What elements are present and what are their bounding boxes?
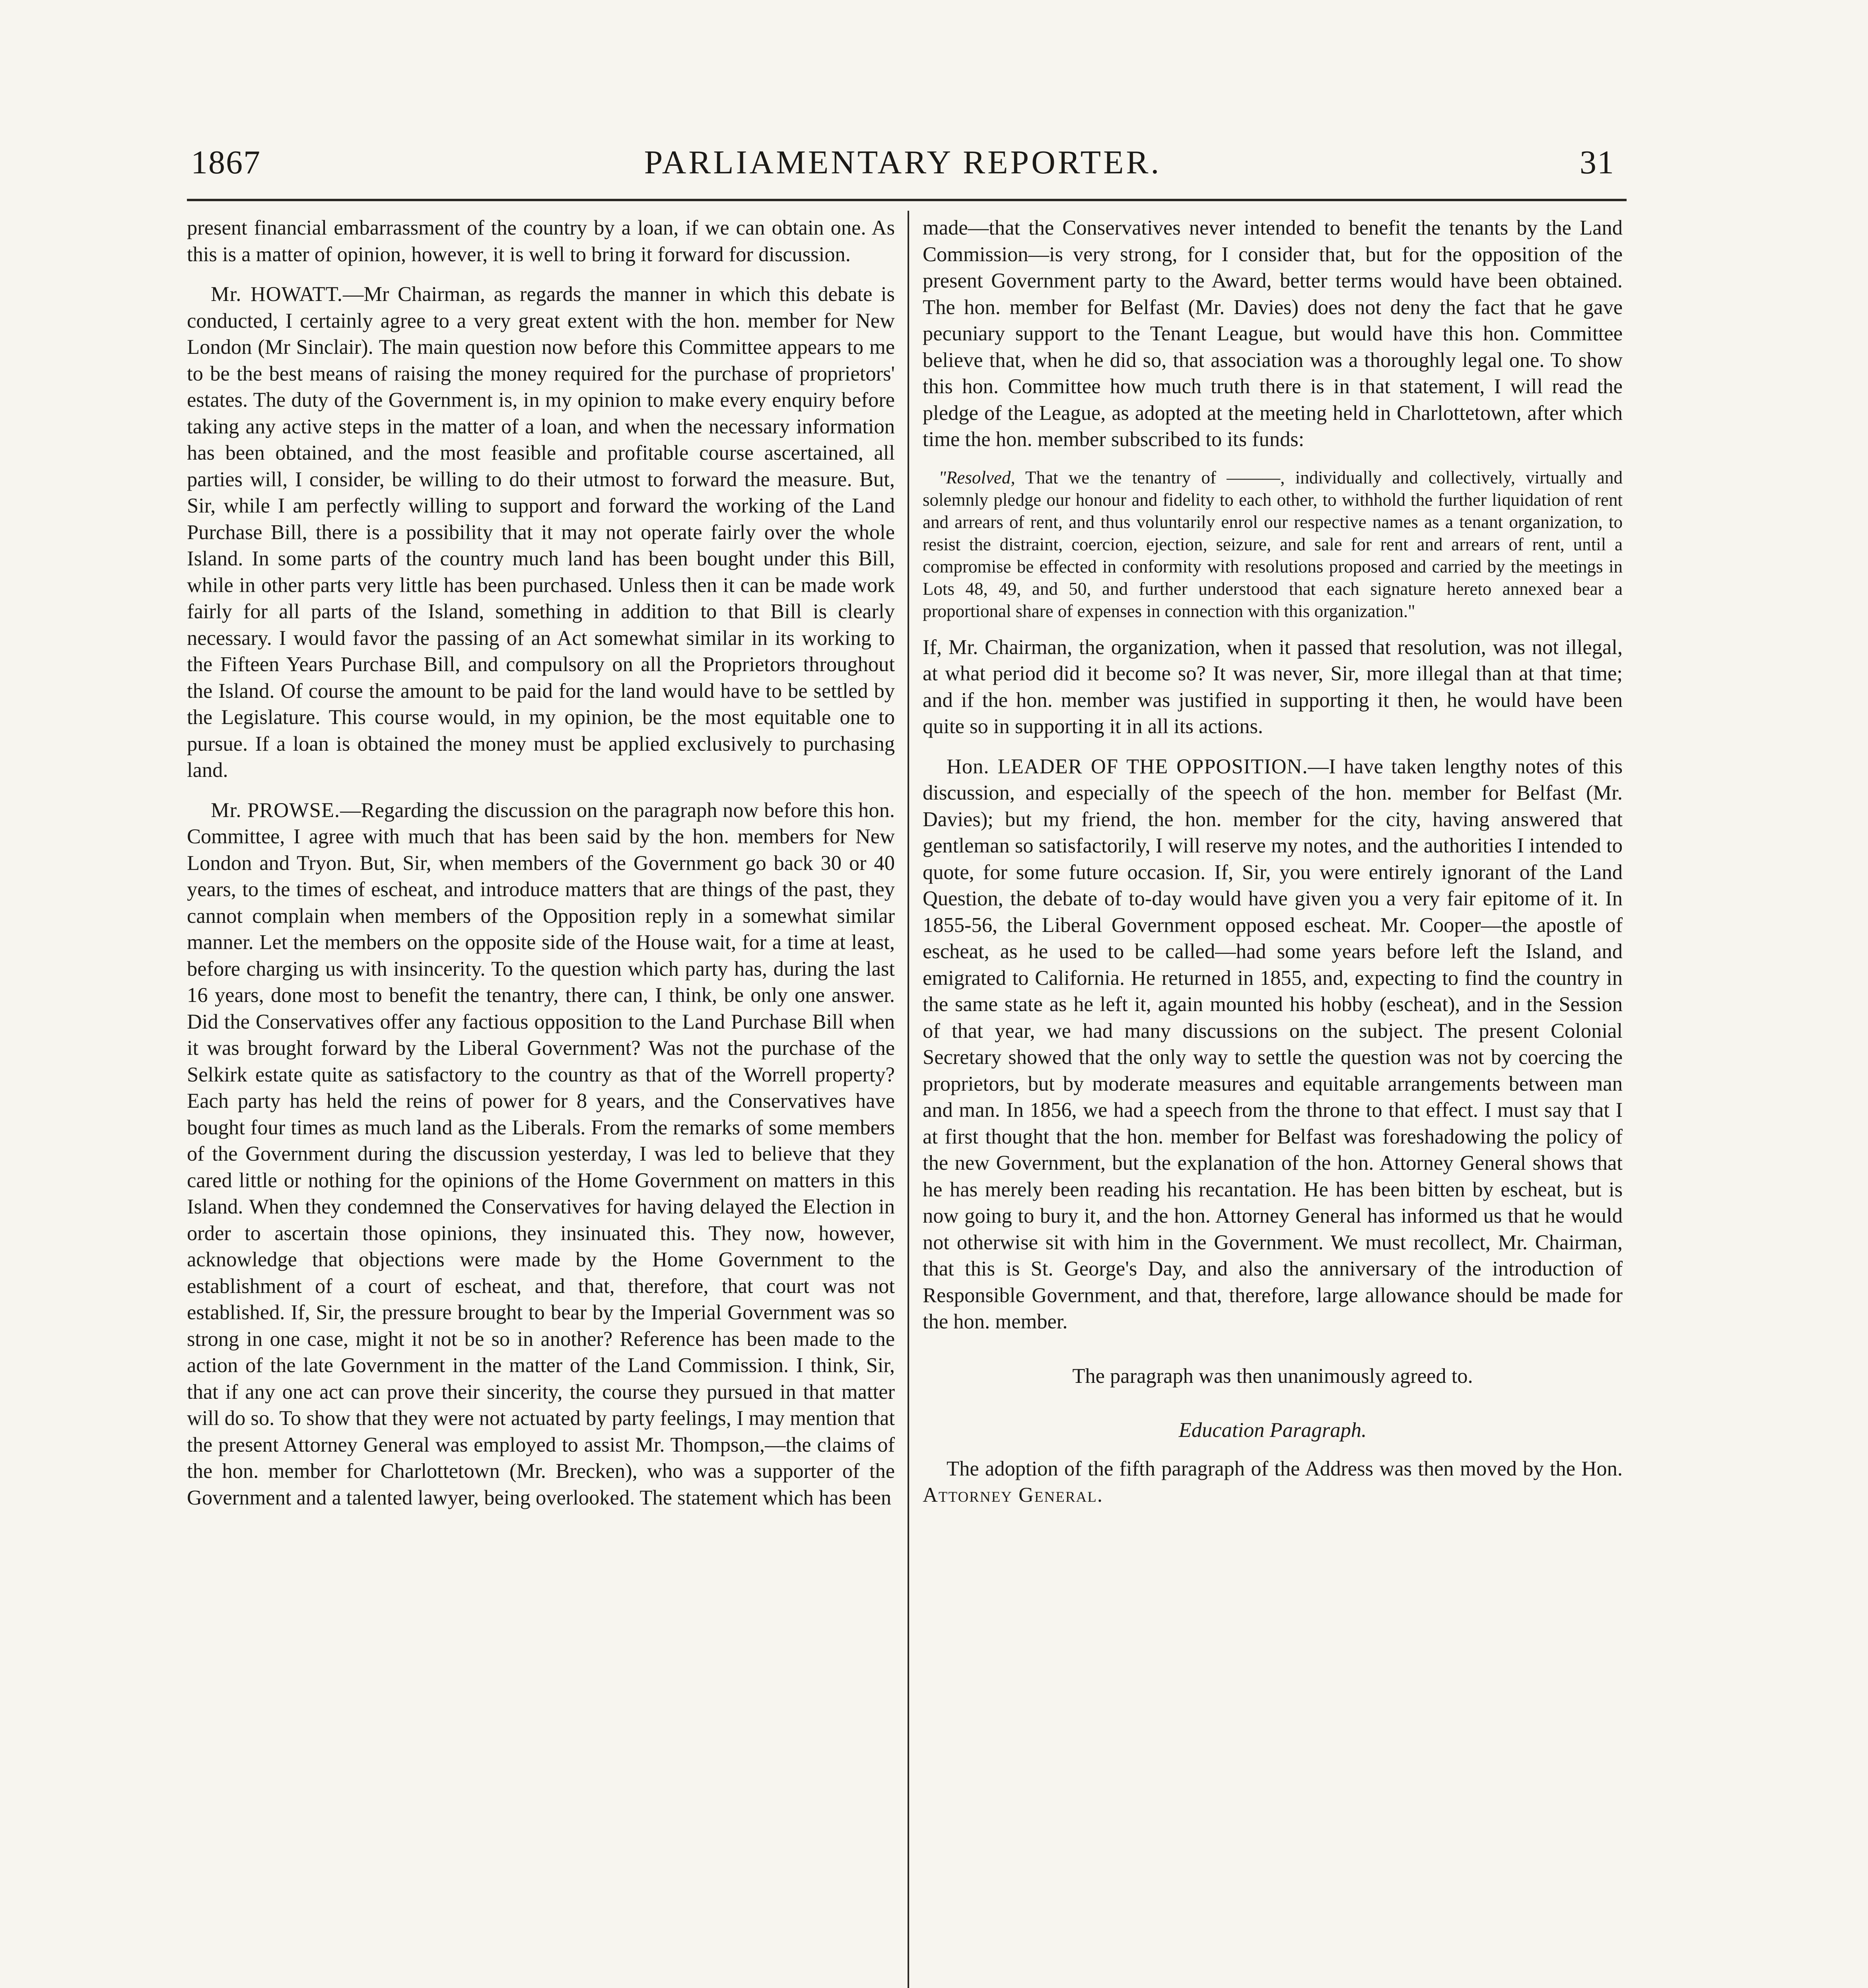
agreed-notice: The paragraph was then unanimously agreed to. xyxy=(1072,1364,1473,1388)
header-page-number: 31 xyxy=(1580,144,1615,181)
right-paragraph-2: If, Mr. Chairman, the organization, when it passed that resolution, was not illegal, at what period did it become so? It was never, Sir, more illegal than at that time; and if the hon. member was justified in supporting it then, he would have been quite so in supporting it in all its actions. xyxy=(923,635,1623,738)
left-paragraph-1: present financial embarrassment of the country by a loan, if we can obtain one. As this is a matter of opinion, however, it is well to bring it forward for discussion. xyxy=(187,216,895,266)
header-rule xyxy=(187,199,1627,201)
header-title: PARLIAMENTARY REPORTER. xyxy=(644,144,1162,181)
left-paragraph-howatt xyxy=(187,281,895,784)
speaker-leader-opposition: Hon. LEADER OF THE OPPOSITION. xyxy=(947,755,1308,778)
leader-speech: —I have taken lengthy notes of this discussion, and especially of the speech of the hon. member for Belfast (Mr. Davies); but my friend, the hon. member for the city, having answered that gentleman so satisfactorily, I will reserve my notes, and the authorities I intended to quote, for some future occasion. If, Sir, you were entirely ignorant of the Land Question, the debate of to-day would have given you a very fair epitome of it. In 1855-56, the Liberal Government opposed escheat. Mr. Cooper—the apostle of escheat, as he used to be called—had some years before left the Island, and emigrated to California. He returned in 1855, and, expecting to find the country in the same state as he left it, again mounted his hobby (escheat), and in the Session of that year, we had many discussions on the subject. The present Colonial Secretary showed that the only way to settle the question was not by coercing the proprietors, but by moderate measures and equitable arrangements between man and man. In 1856, we had a speech from the throne to that effect. I must say that I at first thought that the hon. member for Belfast was foreshadowing the policy of the new Government, but the explanation of the hon. Attorney General shows that he has merely been reading his recantation. He has been bitten by escheat, but is now going to bury it, and the hon. Attorney General has informed us that he would not otherwise sit with him in the Government. We must recollect, Mr. Chairman, that this is St. George's Day, and also the anniversary of the introduction of Responsible Government, and that, therefore, large allowance should be made for the hon. member. xyxy=(923,755,1623,1333)
speaker-howatt: Mr. HOWATT. xyxy=(211,283,343,306)
prowse-speech: —Regarding the discussion on the paragraph now before this hon. Committee, I agree with much that has been said by the hon. members for New London and Tryon. But, Sir, when members of the Government go back 30 or 40 years, to the times of escheat, and introduce matters that are things of the past, they cannot complain when members of the Opposition reply in a somewhat similar manner. Let the members on the opposite side of the House wait, for a time at least, before charging us with insincerity. To the question which party has, during the last 16 years, done most to benefit the tenantry, there can, I think, be only one answer. Did the Conservatives offer any factious opposition to the Land Purchase Bill when it was brought forward by the Liberal Government? Was not the purchase of the Selkirk estate quite as satisfactory to the country as that of the Worrell property? Each party has held the reins of power for 8 years, and the Conservatives have bought four times as much land as the Liberals. From the remarks of some members of the Government during the discussion yesterday, I was led to believe that they cared little or nothing for the opinions of the Home Government on matters in this Island. When they condemned the Conservatives for having delayed the Election in order to ascertain those opinions, they insinuated this. They now, however, acknowledge that objections were made by the Home Government to the establishment of a court of escheat, and that, therefore, that court was not established. If, Sir, the pressure brought to bear by the Imperial Government was so strong in one case, might it not be so in another? Reference has been made to the action of the late Government in the matter of the Land Commission. I think, Sir, that if any one act can prove their sincerity, the course they pursued in that matter will do so. To show that they were not actuated by party feelings, I may mention that the present Attorney General was employed to assist Mr. Thompson,—the claims of the hon. member for Charlottetown (Mr. Brecken), who was a supporter of the Government and a talented lawyer, being overlooked. The statement which has been xyxy=(187,798,895,1509)
quote-resolved: "Resolved, xyxy=(939,467,1015,487)
left-column xyxy=(187,215,895,1988)
right-column xyxy=(923,215,1623,1988)
right-paragraph-1: made—that the Conservatives never intended to benefit the tenants by the Land Commission—is very strong, for I consider that, but for the opposition of the present Government party to the Award, better terms would have been obtained. The hon. member for Belfast (Mr. Davies) does not deny the fact that he gave pecuniary support to the Tenant League, but would have this hon. Committee believe that, when he did so, that association was a thoroughly legal one. To show this hon. Committee how much truth there is in that statement, I will read the pledge of the League, as adopted at the meeting held in Charlottetown, after which time the hon. member subscribed to its funds: xyxy=(923,216,1623,451)
final-paragraph xyxy=(923,1456,1623,1508)
header-year: 1867 xyxy=(191,144,261,181)
final-text: The adoption of the fifth paragraph of the Address was then moved by the Hon. xyxy=(947,1457,1623,1480)
right-paragraph-leader xyxy=(923,753,1623,1335)
final-mover: Attorney General. xyxy=(923,1483,1103,1507)
league-resolution-quote xyxy=(923,466,1623,622)
page-header xyxy=(191,143,1615,191)
quote-body: That we the tenantry of ———, individually and collectively, virtually and solemnly pledge our honour and fidelity to each other, to withhold the further liquidation of rent and arrears of rent, and thus voluntarily enrol our respective names as a tenant organization, to resist the distraint, coercion, ejection, seizure, and sale for rent and arrears of rent, until a compromise be effected in conformity with resolutions proposed and carried by the meetings in Lots 48, 49, and 50, and further understood that each signature hereto annexed bear a proportional share of expenses in connection with this organization." xyxy=(923,467,1623,621)
education-paragraph-heading: Education Paragraph. xyxy=(1178,1419,1367,1442)
speaker-prowse: Mr. PROWSE. xyxy=(211,798,340,822)
left-paragraph-prowse xyxy=(187,797,895,1511)
howatt-speech: —Mr Chairman, as regards the manner in which this debate is conducted, I certainly agree to a very great extent with the hon. member for New London (Mr Sinclair). The main question now before this Committee appears to me to be the best means of raising the money required for the purchase of proprietors' estates. The duty of the Government is, in my opinion to make every enquiry before taking any active steps in the matter of a loan, and when the necessary information has been obtained, and the most feasible and profitable course ascertained, all parties will, I consider, be willing to do their utmost to forward the measure. But, Sir, while I am perfectly willing to support and forward the working of the Land Purchase Bill, there is a possibility that it may not operate fairly over the whole Island. In some parts of the country much land has been bought under this Bill, while in other parts very little has been purchased. Unless then it can be made work fairly for all parts of the Island, something in addition to that Bill is clearly necessary. I would favor the passing of an Act somewhat similar in its working to the Fifteen Years Purchase Bill, and compulsory on all the Proprietors throughout the Island. Of course the amount to be paid for the land would have to be settled by the Legislature. This course would, in my opinion, be the most equitable one to pursue. If a loan is obtained the money must be applied exclusively to purchasing land. xyxy=(187,283,895,782)
column-divider xyxy=(908,211,909,1988)
